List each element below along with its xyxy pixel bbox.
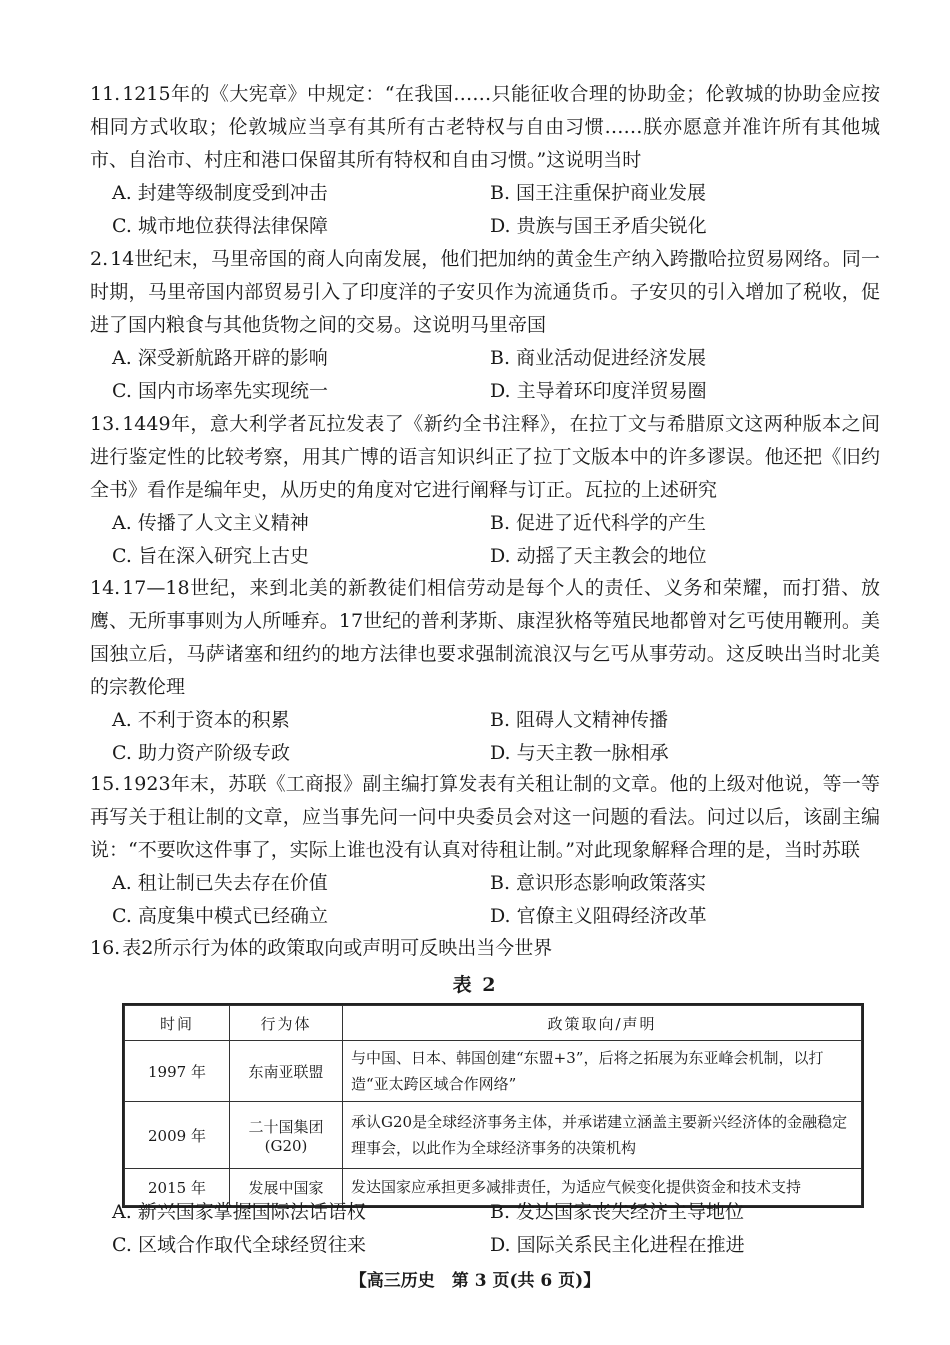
option-b[interactable]: B. 国王注重保护商业发展 <box>490 182 707 204</box>
cell-time: 1997 年 <box>125 1041 230 1102</box>
option-d[interactable]: D. 贵族与国王矛盾尖锐化 <box>490 215 707 237</box>
question-stem <box>90 572 880 704</box>
option-d[interactable]: D. 官僚主义阻碍经济改革 <box>490 905 707 927</box>
question-number: 16. <box>90 937 121 959</box>
cell-policy: 与中国、日本、韩国创建“东盟+3”，后将之拓展为东亚峰会机制，以打造“亚太跨区域合作网络” <box>343 1041 862 1102</box>
question-13 <box>90 408 880 573</box>
table-header-row <box>125 1006 862 1041</box>
question-stem <box>90 78 880 177</box>
option-d[interactable]: D. 国际关系民主化进程在推进 <box>490 1234 745 1256</box>
cell-policy: 发达国家应承担更多减排责任，为适应气候变化提供资金和技术支持 <box>343 1169 862 1206</box>
option-b[interactable]: B. 商业活动促进经济发展 <box>490 347 707 369</box>
question-16-options <box>90 1196 880 1262</box>
question-text: 表2所示行为体的政策取向或声明可反映出当今世界 <box>122 937 553 959</box>
option-d[interactable]: D. 与天主教一脉相承 <box>490 742 669 764</box>
question-16-stem <box>90 932 880 965</box>
option-a[interactable]: A. 深受新航路开辟的影响 <box>112 347 328 369</box>
options <box>112 867 880 933</box>
question-stem <box>90 932 880 965</box>
question-text: 1215年的《大宪章》中规定：“在我国……只能征收合理的协助金；伦敦城的协助金应按相同方式收取；伦敦城应当享有其所有古老特权与自由习惯……朕亦愿意并准许所有其他城市、自治市、村庄和港口保留其所有特权和自由习惯。”这说明当时 <box>90 83 880 171</box>
option-c[interactable]: C. 高度集中模式已经确立 <box>112 905 328 927</box>
table-title: 表 2 <box>452 974 498 996</box>
question-14 <box>90 572 880 770</box>
question-text: 17—18世纪，来到北美的新教徒们相信劳动是每个人的责任、义务和荣耀，而打猎、放鹰、无所事事则为人所唾弃。17世纪的普利茅斯、康涅狄格等殖民地都曾对乞丐使用鞭刑。美国独立后，马萨诸塞和纽约的地方法律也要求强制流浪汉与乞丐从事劳动。这反映出当时北美的宗教伦理 <box>90 577 880 698</box>
question-15 <box>90 768 880 933</box>
header-time: 时间 <box>125 1006 230 1041</box>
cell-policy: 承认G20是全球经济事务主体，并承诺建立涵盖主要新兴经济体的金融稳定理事会，以此作为全球经济事务的决策机构 <box>343 1102 862 1169</box>
option-c[interactable]: C. 区域合作取代全球经贸往来 <box>112 1234 366 1256</box>
header-policy: 政策取向/声明 <box>343 1006 862 1041</box>
cell-time: 2009 年 <box>125 1102 230 1169</box>
question-number: 14. <box>90 577 121 599</box>
option-b[interactable]: B. 发达国家丧失经济主导地位 <box>490 1201 745 1223</box>
option-b[interactable]: B. 促进了近代科学的产生 <box>490 512 707 534</box>
table-row <box>125 1102 862 1169</box>
option-b[interactable]: B. 意识形态影响政策落实 <box>490 872 707 894</box>
options <box>112 1196 880 1262</box>
question-number: 11. <box>90 83 121 105</box>
options <box>112 342 880 408</box>
question-number: 13. <box>90 413 121 435</box>
option-c[interactable]: C. 旨在深入研究上古史 <box>112 545 309 567</box>
option-a[interactable]: A. 封建等级制度受到冲击 <box>112 182 328 204</box>
table-row <box>125 1041 862 1102</box>
option-a[interactable]: A. 传播了人文主义精神 <box>112 512 309 534</box>
option-a[interactable]: A. 不利于资本的积累 <box>112 709 290 731</box>
question-12 <box>90 243 880 408</box>
question-text: 1923年末，苏联《工商报》副主编打算发表有关租让制的文章。他的上级对他说，等一等再写关于租让制的文章，应当事先问一问中央委员会对这一问题的看法。问过以后，该副主编说：“不要吹这件事了，实际上谁也没有认真对待租让制。”对此现象解释合理的是，当时苏联 <box>90 773 880 861</box>
options <box>112 704 880 770</box>
option-d[interactable]: D. 动摇了天主教会的地位 <box>490 545 707 567</box>
option-c[interactable]: C. 助力资产阶级专政 <box>112 742 290 764</box>
question-text: 1449年，意大利学者瓦拉发表了《新约全书注释》，在拉丁文与希腊原文这两种版本之间进行鉴定性的比较考察，用其广博的语言知识纠正了拉丁文版本中的许多谬误。他还把《旧约全书》看作是编年史，从历史的角度对它进行阐释与订正。瓦拉的上述研究 <box>90 413 880 501</box>
question-number: 15. <box>90 773 121 795</box>
option-d[interactable]: D. 主导着环印度洋贸易圈 <box>490 380 707 402</box>
cell-actor: 东南亚联盟 <box>230 1041 343 1102</box>
option-b[interactable]: B. 阻碍人文精神传播 <box>490 709 669 731</box>
page-footer: 【高三历史 第 3 页(共 6 页)】 <box>349 1271 601 1291</box>
option-c[interactable]: C. 国内市场率先实现统一 <box>112 380 328 402</box>
question-11 <box>90 78 880 243</box>
cell-actor: 发展中国家 <box>230 1169 343 1206</box>
policy-table <box>122 1003 864 1208</box>
options <box>112 177 880 243</box>
question-stem <box>90 768 880 867</box>
options <box>112 507 880 573</box>
cell-actor: 二十国集团(G20) <box>230 1102 343 1169</box>
question-stem <box>90 243 880 342</box>
question-text: 14世纪末，马里帝国的商人向南发展，他们把加纳的黄金生产纳入跨撒哈拉贸易网络。同一时期，马里帝国内部贸易引入了印度洋的子安贝作为流通货币。子安贝的引入增加了税收，促进了国内粮食与其他货物之间的交易。这说明马里帝国 <box>90 248 880 336</box>
question-number: 2. <box>90 248 109 270</box>
option-c[interactable]: C. 城市地位获得法律保障 <box>112 215 328 237</box>
header-actor: 行为体 <box>230 1006 343 1041</box>
question-stem <box>90 408 880 507</box>
cell-time: 2015 年 <box>125 1169 230 1206</box>
option-a[interactable]: A. 新兴国家掌握国际法话语权 <box>112 1201 366 1223</box>
option-a[interactable]: A. 租让制已失去存在价值 <box>112 872 328 894</box>
